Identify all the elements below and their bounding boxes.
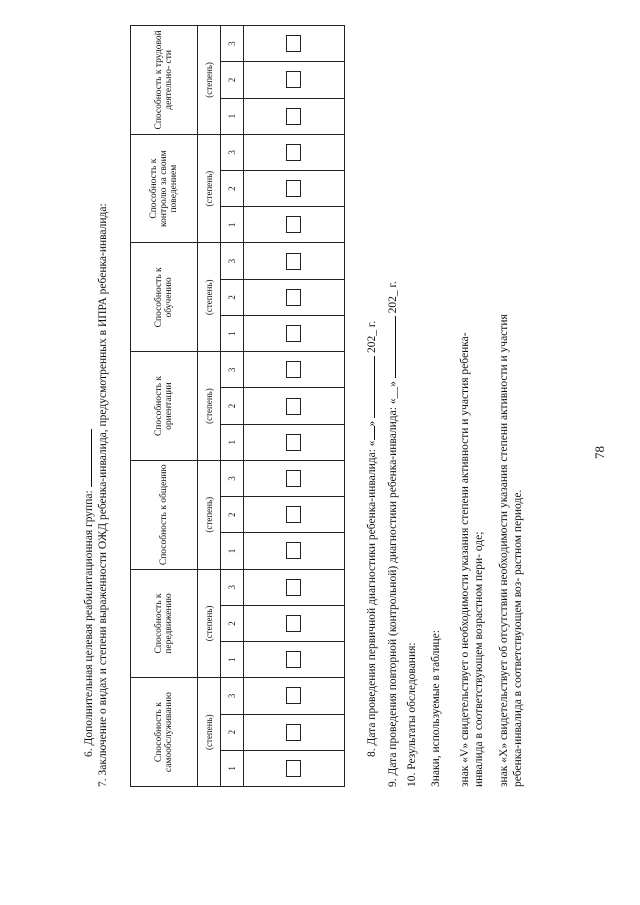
- item-9-month-blank: [384, 316, 396, 378]
- item-8-year: 202_ г.: [366, 320, 378, 353]
- checkbox-square[interactable]: [286, 253, 301, 270]
- degree-number: 3: [221, 352, 244, 388]
- checkbox-square[interactable]: [286, 724, 301, 741]
- item-6-blank: [80, 429, 92, 487]
- checkbox-square[interactable]: [286, 542, 301, 559]
- checkbox-cell: [244, 750, 345, 786]
- column-header-3: Способность к общению: [131, 460, 198, 569]
- degree-number: 1: [221, 424, 244, 460]
- degree-number: 3: [221, 678, 244, 714]
- item-6-text: 6. Дополнительная целевая реабилитационная группа:: [83, 490, 95, 757]
- checkbox-square[interactable]: [286, 35, 301, 52]
- checkbox-cell: [244, 62, 345, 98]
- degree-number: 3: [221, 26, 244, 62]
- item-9-text: 9. Дата проведения повторной (контрольной) диагностики ребенка-инвалида: «: [387, 398, 399, 787]
- ipra-table: [130, 25, 345, 787]
- checkbox-square[interactable]: [286, 760, 301, 777]
- item-9-year: 202_ г.: [387, 281, 399, 314]
- column-header-4: Способность к ориентации: [131, 352, 198, 461]
- checkbox-cell: [244, 569, 345, 605]
- checkbox-cell: [244, 605, 345, 641]
- column-header-1: Способность к самообслуживанию: [131, 678, 198, 787]
- column-header-2: Способность к передвижению: [131, 569, 198, 678]
- degree-number: 2: [221, 497, 244, 533]
- checkbox-cell: [244, 533, 345, 569]
- table-degree-row: [198, 26, 221, 787]
- table-checkbox-row: [244, 26, 345, 787]
- item-8-day-blank: [363, 426, 375, 440]
- degree-number: 1: [221, 533, 244, 569]
- sign-x-text: знак «X» свидетельствует об отсутствии необходимости указания степени активности и участия ребенка-инвалида в соответствующем воз- растном периоде.: [498, 314, 524, 787]
- checkbox-square[interactable]: [286, 651, 301, 668]
- degree-number: 2: [221, 171, 244, 207]
- degree-number: 2: [221, 62, 244, 98]
- checkbox-square[interactable]: [286, 398, 301, 415]
- checkbox-cell: [244, 315, 345, 351]
- checkbox-cell: [244, 497, 345, 533]
- degree-number: 1: [221, 207, 244, 243]
- column-header-5: Способность к обучению: [131, 243, 198, 352]
- item-9-mid: »: [387, 381, 399, 387]
- table-header-row: [131, 26, 198, 787]
- checkbox-square[interactable]: [286, 687, 301, 704]
- degree-number: 2: [221, 388, 244, 424]
- checkbox-cell: [244, 243, 345, 279]
- degree-label: (степень): [198, 134, 221, 243]
- item-8-month-blank: [363, 356, 375, 418]
- checkbox-square[interactable]: [286, 579, 301, 596]
- item-8-line: [363, 321, 379, 757]
- degree-number: 1: [221, 642, 244, 678]
- checkbox-square[interactable]: [286, 470, 301, 487]
- degree-number: 3: [221, 243, 244, 279]
- item-6-line: [80, 429, 96, 757]
- checkbox-cell: [244, 424, 345, 460]
- item-8-text: 8. Дата проведения первичной диагностики ребенка-инвалида: «: [366, 440, 378, 757]
- checkbox-square[interactable]: [286, 361, 301, 378]
- degree-number: 1: [221, 750, 244, 786]
- checkbox-cell: [244, 642, 345, 678]
- degree-number: 1: [221, 315, 244, 351]
- degree-number: 3: [221, 569, 244, 605]
- degree-number: 2: [221, 279, 244, 315]
- checkbox-cell: [244, 460, 345, 496]
- checkbox-cell: [244, 714, 345, 750]
- degree-number: 3: [221, 134, 244, 170]
- item-9-day: __: [387, 386, 399, 399]
- degree-number: 3: [221, 460, 244, 496]
- checkbox-square[interactable]: [286, 615, 301, 632]
- checkbox-square[interactable]: [286, 434, 301, 451]
- checkbox-cell: [244, 678, 345, 714]
- page-number: 78: [592, 446, 607, 459]
- checkbox-cell: [244, 26, 345, 62]
- checkbox-cell: [244, 134, 345, 170]
- degree-label: (степень): [198, 352, 221, 461]
- degree-label: (степень): [198, 26, 221, 135]
- degree-number: 2: [221, 605, 244, 641]
- checkbox-cell: [244, 207, 345, 243]
- checkbox-cell: [244, 171, 345, 207]
- item-10-text: 10. Результаты обследования:: [406, 642, 418, 787]
- item-8-mid: »: [366, 420, 378, 427]
- signs-title: Знаки, используемые в таблице:: [430, 630, 442, 787]
- checkbox-square[interactable]: [286, 108, 301, 125]
- column-header-7: Способность к трудовой деятельно- сти: [131, 26, 198, 135]
- checkbox-cell: [244, 98, 345, 134]
- checkbox-cell: [244, 388, 345, 424]
- sign-v-text: знак «V» свидетельствует о необходимости указания степени активности и участия ребенка-инвалида в соответствующем возрастном пери- оде;: [459, 332, 485, 787]
- degree-number: 2: [221, 714, 244, 750]
- table-number-row: [221, 26, 244, 787]
- item-9-line: [384, 281, 400, 787]
- checkbox-cell: [244, 279, 345, 315]
- item-7-text: 7. Заключение о видах и степени выраженности ОЖД ребенка-инвалида, предусмотренных в ИПРА ребенка-инвалида:: [97, 203, 109, 787]
- checkbox-square[interactable]: [286, 180, 301, 197]
- degree-label: (степень): [198, 460, 221, 569]
- checkbox-square[interactable]: [286, 325, 301, 342]
- degree-label: (степень): [198, 569, 221, 678]
- degree-number: 1: [221, 98, 244, 134]
- checkbox-cell: [244, 352, 345, 388]
- column-header-6: Способность к контролю за своим поведением: [131, 134, 198, 243]
- checkbox-square[interactable]: [286, 289, 301, 306]
- degree-label: (степень): [198, 243, 221, 352]
- checkbox-square[interactable]: [286, 506, 301, 523]
- checkbox-square[interactable]: [286, 216, 301, 233]
- checkbox-square[interactable]: [286, 144, 301, 161]
- checkbox-square[interactable]: [286, 71, 301, 88]
- degree-label: (степень): [198, 678, 221, 787]
